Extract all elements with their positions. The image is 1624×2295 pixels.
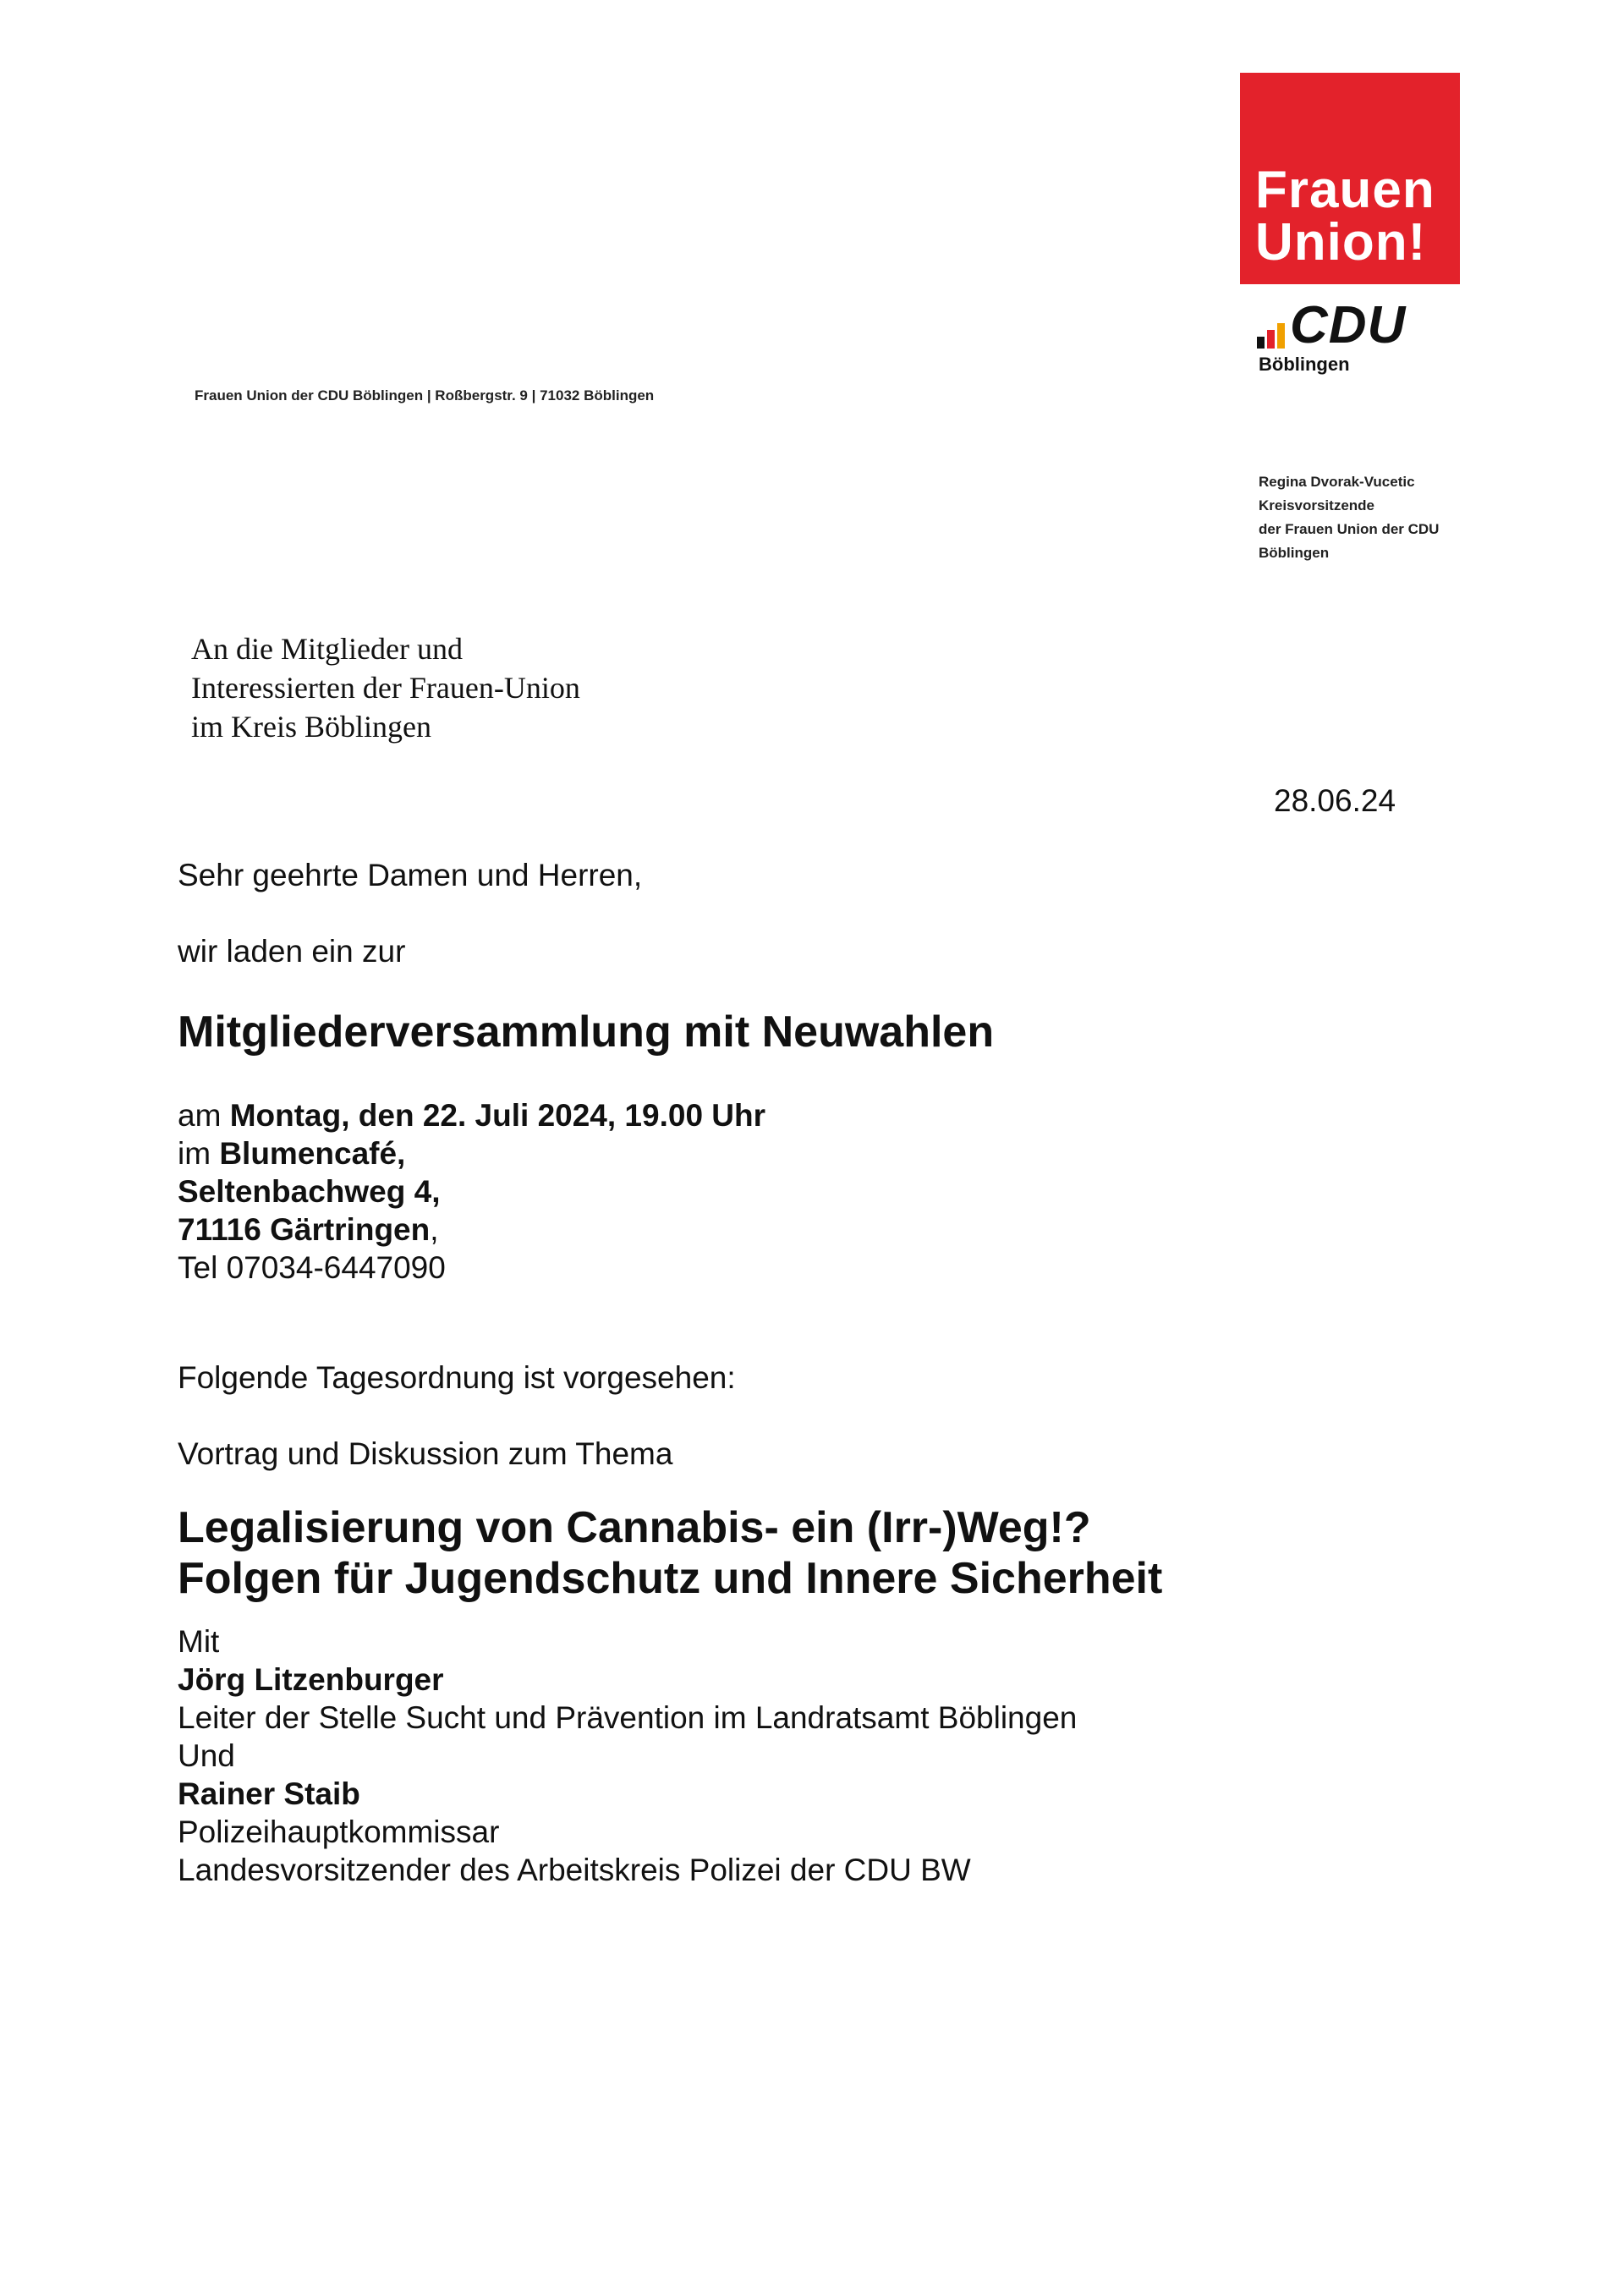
- speaker-2-role-1: Polizeihauptkommissar: [178, 1815, 500, 1849]
- event-city-suffix: ,: [430, 1212, 439, 1247]
- address-line-3: im Kreis Böblingen: [191, 710, 431, 744]
- speakers-and: Und: [178, 1738, 235, 1773]
- contact-org-line-1: der Frauen Union der CDU: [1259, 521, 1440, 537]
- address-line-2: Interessierten der Frauen-Union: [191, 671, 580, 705]
- speaker-2-role-2: Landesvorsitzender des Arbeitskreis Polizei der CDU BW: [178, 1853, 971, 1887]
- cdu-logo: [1257, 296, 1407, 354]
- speakers-block: [178, 1622, 1077, 1889]
- topic-line-1: Legalisierung von Cannabis- ein (Irr-)Weg!?: [178, 1503, 1091, 1552]
- invite-intro: wir laden ein zur: [178, 934, 406, 969]
- event-phone: Tel 07034-6447090: [178, 1250, 446, 1285]
- cdu-bar: [1257, 337, 1265, 349]
- speaker-1-role: Leiter der Stelle Sucht und Prävention im Landratsamt Böblingen: [178, 1700, 1078, 1735]
- speaker-2-name: Rainer Staib: [178, 1776, 360, 1811]
- cdu-sub-label: Böblingen: [1259, 354, 1350, 375]
- agenda-intro: Folgende Tagesordnung ist vorgesehen:: [178, 1360, 736, 1395]
- speaker-1-name: Jörg Litzenburger: [178, 1662, 444, 1697]
- topic-heading: [178, 1502, 1162, 1604]
- address-line-1: An die Mitglieder und: [191, 632, 463, 666]
- event-venue: Blumencafé,: [219, 1136, 406, 1171]
- logo-line-1: Frauen: [1255, 161, 1435, 219]
- speakers-with: Mit: [178, 1624, 220, 1659]
- talk-intro: Vortrag und Diskussion zum Thema: [178, 1436, 673, 1471]
- event-street: Seltenbachweg 4,: [178, 1174, 441, 1209]
- event-details: [178, 1096, 765, 1287]
- event-datetime: Montag, den 22. Juli 2024, 19.00 Uhr: [229, 1098, 766, 1133]
- page-title: Mitgliederversammlung mit Neuwahlen: [178, 1007, 995, 1057]
- contact-org-line-2: Böblingen: [1259, 545, 1330, 561]
- letter-date: 28.06.24: [1274, 783, 1396, 818]
- event-city-line: [178, 1211, 765, 1249]
- contact-block: [1259, 470, 1439, 565]
- recipient-address: [191, 629, 580, 746]
- cdu-bar: [1267, 330, 1275, 349]
- cdu-bars-icon: [1257, 306, 1285, 349]
- event-prefix-im: im: [178, 1136, 220, 1171]
- frauen-union-logo: [1240, 73, 1460, 284]
- salutation: Sehr geehrte Damen und Herren,: [178, 858, 643, 892]
- topic-line-2: Folgen für Jugendschutz und Innere Sicherheit: [178, 1554, 1163, 1603]
- contact-role: Kreisvorsitzende: [1259, 497, 1374, 513]
- logo-line-2: Union!: [1255, 213, 1427, 272]
- event-datetime-line: [178, 1096, 765, 1134]
- event-prefix-am: am: [178, 1098, 230, 1133]
- contact-name: Regina Dvorak-Vucetic: [1259, 474, 1415, 490]
- event-venue-line: [178, 1134, 765, 1172]
- cdu-wordmark: CDU: [1290, 296, 1407, 354]
- event-city: 71116 Gärtringen: [178, 1212, 431, 1247]
- sender-line: Frauen Union der CDU Böblingen | Roßbergstr. 9 | 71032 Böblingen: [195, 387, 655, 404]
- cdu-bar: [1277, 323, 1285, 349]
